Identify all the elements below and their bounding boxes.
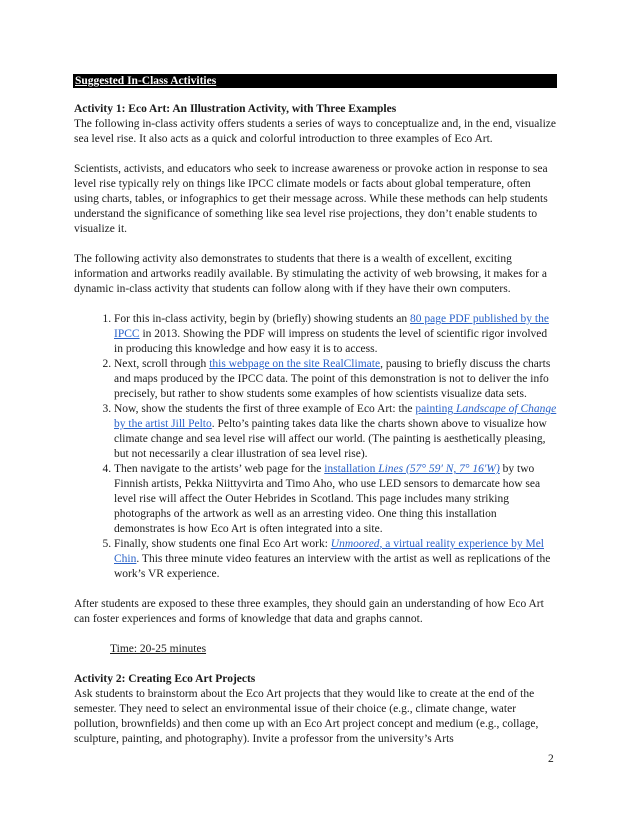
activity1-context-paragraph: Scientists, activists, and educators who seek to increase awareness or provoke action in response to sea level rise typically rely on things like IPCC climate models or facts about global temperature, often using charts, tables, or infographics to get their message across. While these methods can help students understand the significance of something like sea level rise projections, they don’t enable students to visualize it. <box>74 163 548 235</box>
list-item: 3. Now, show the students the first of three example of Eco Art: the painting Landscape of Change by the artist Jill Pelto. Pelto’s painting takes data like the charts shown above to visualize how climate change and sea level rise will affect our world. (The painting is aesthetically pleasing, but not necessarily a clear illustration of sea level rise). <box>114 402 558 462</box>
list-item: 4. Then navigate to the artists’ web page for the installation Lines (57° 59′ N, 7° 16′W) by two Finnish artists, Pekka Niittyvirta and Timo Aho, who use LED sensors to demarcate how sea level rise will affect the Outer Hebrides in Scotland. This page includes many striking photographs of the artwork as well as an arresting video. One thing this installation demonstrates is how Eco Art is often integrated into a site. <box>114 462 558 537</box>
activity1-heading: Activity 1: Eco Art: An Illustration Activity, with Three Examples <box>74 103 397 115</box>
activity1-browsing-paragraph: The following activity also demonstrates to students that there is a wealth of excellent, exciting information and artworks readily available. By stimulating the activity of web browsing, it makes for a dynamic in-class activity that students can follow along with if they have their own computers. <box>74 253 547 295</box>
list-item: 1. For this in-class activity, begin by (briefly) showing students an 80 page PDF published by the IPCC in 2013. Showing the PDF will impress on students the level of scientific rigor involved in producing this knowledge and how easy it is to access. <box>114 312 558 357</box>
activity1-time: Time: 20-25 minutes <box>110 643 207 655</box>
list-item: 2. Next, scroll through this webpage on the site RealClimate, pausing to briefly discuss the charts and maps produced by the IPCC data. The point of this demonstration is not to deliver the info precisely, but rather to show students some examples of how scientists visualize data sets. <box>114 357 558 402</box>
activity1-intro-paragraph: The following in-class activity offers students a series of ways to conceptualize and, in the end, visualize sea level rise. It also acts as a quick and colorful introduction to three examples of Eco Art. <box>74 118 557 145</box>
activity1-conclusion-paragraph: After students are exposed to these three examples, they should gain an understanding of how Eco Art can foster experiences and forms of knowledge that data and graphs cannot. <box>74 598 544 625</box>
list-item: 5. Finally, show students one final Eco Art work: Unmoored, a virtual reality experience by Mel Chin. This three minute video features an interview with the artist as well as replications of the work’s VR experience. <box>114 537 558 582</box>
activity1-steps-list <box>74 312 558 582</box>
realclimate-link[interactable]: this webpage on the site RealClimate <box>209 358 381 370</box>
lines-installation-link[interactable]: installation Lines (57° 59′ N, 7° 16′W) <box>324 463 500 475</box>
section-banner: Suggested In-Class Activities <box>73 74 557 88</box>
unmoored-link[interactable]: Unmoored, a virtual reality experience by Mel Chin <box>114 538 544 565</box>
page-number: 2 <box>548 753 554 765</box>
landscape-of-change-link[interactable]: painting Landscape of Change by the artist Jill Pelto <box>114 403 557 430</box>
activity2-paragraph: Ask students to brainstorm about the Eco Art projects that they would like to create at the end of the semester. They need to select an environmental issue of their choice (e.g., climate change, water pollution, brownfields) and then come up with an Eco Art project concept and medium (e.g., collage, sculpture, painting, and photography). Invite a professor from the university’s Arts <box>74 688 539 745</box>
page-content <box>74 102 558 747</box>
activity2-heading: Activity 2: Creating Eco Art Projects <box>74 673 256 685</box>
ipcc-pdf-link[interactable]: 80 page PDF published by the IPCC <box>114 313 549 340</box>
